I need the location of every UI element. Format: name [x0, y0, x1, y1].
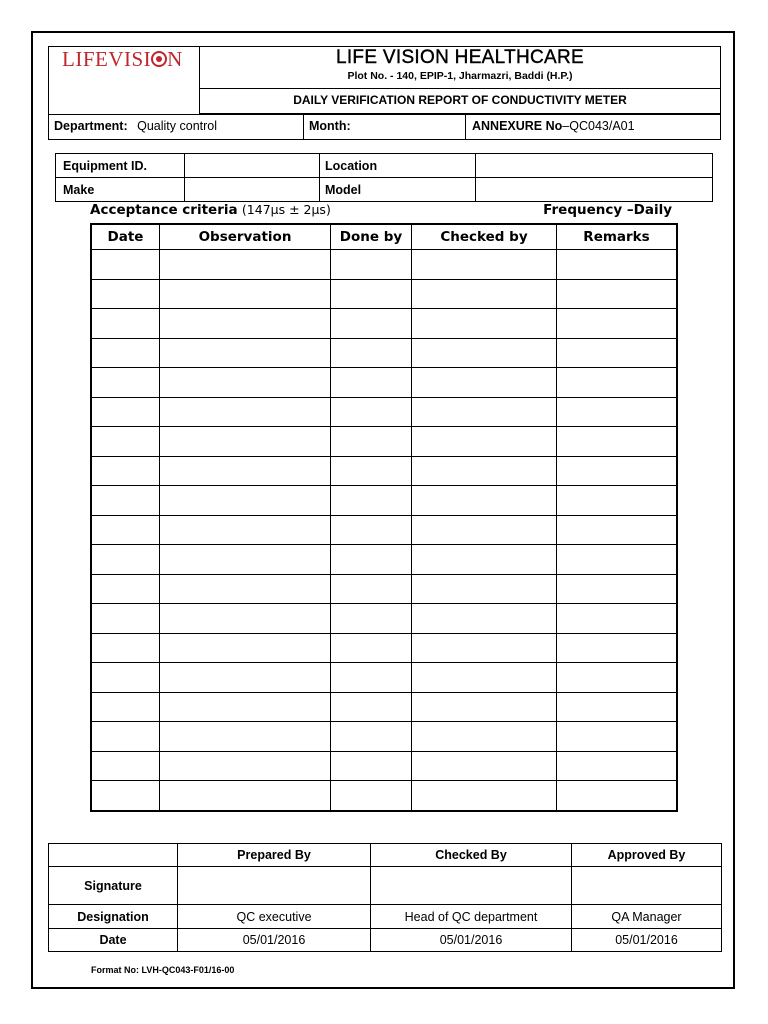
table-row	[91, 427, 677, 457]
table-row	[91, 633, 677, 663]
cell-done-by[interactable]	[331, 545, 412, 575]
equipment-id-label: Equipment ID.	[56, 154, 185, 178]
table-row	[91, 250, 677, 280]
cell-remarks[interactable]	[557, 279, 678, 309]
company-name: LIFE VISION HEALTHCARE	[335, 47, 585, 68]
cell-observation[interactable]	[160, 781, 331, 811]
cell-observation[interactable]	[160, 338, 331, 368]
signature-label: Signature	[49, 867, 178, 905]
table-row	[91, 515, 677, 545]
acceptance-value: (147μs ± 2μs)	[241, 202, 331, 217]
model-label: Model	[320, 178, 476, 202]
cell-checked-by[interactable]	[412, 250, 557, 280]
cell-done-by[interactable]	[331, 397, 412, 427]
cell-date[interactable]	[91, 633, 160, 663]
annexure-label: ANNEXURE No	[472, 119, 563, 133]
table-row	[91, 279, 677, 309]
col-checked-by: Checked by	[412, 224, 557, 250]
info-divider-1	[303, 114, 304, 140]
signoff-table	[48, 843, 722, 952]
col-remarks: Remarks	[557, 224, 678, 250]
department-field	[54, 119, 217, 133]
cell-checked-by[interactable]	[412, 486, 557, 516]
report-title: DAILY VERIFICATION REPORT OF CONDUCTIVITY METER	[293, 93, 627, 107]
company-address: Plot No. - 140, EPIP-1, Jharmazri, Baddi (H.P.)	[347, 70, 573, 82]
signoff-header-row	[49, 844, 722, 867]
cell-done-by[interactable]	[331, 751, 412, 781]
cell-remarks[interactable]	[557, 692, 678, 722]
cell-done-by[interactable]	[331, 427, 412, 457]
cell-remarks[interactable]	[557, 427, 678, 457]
cell-date[interactable]	[91, 751, 160, 781]
cell-remarks[interactable]	[557, 486, 678, 516]
cell-date[interactable]	[91, 604, 160, 634]
cell-date[interactable]	[91, 545, 160, 575]
table-row	[91, 338, 677, 368]
cell-done-by[interactable]	[331, 338, 412, 368]
cell-date[interactable]	[91, 397, 160, 427]
cell-checked-by[interactable]	[412, 545, 557, 575]
logo-eye-icon	[151, 51, 167, 67]
cell-date[interactable]	[91, 692, 160, 722]
date-label: Date	[49, 929, 178, 952]
cell-remarks[interactable]	[557, 250, 678, 280]
cell-date[interactable]	[91, 663, 160, 693]
cell-date[interactable]	[91, 250, 160, 280]
cell-remarks[interactable]	[557, 456, 678, 486]
cell-date[interactable]	[91, 279, 160, 309]
logo-text-life: LIFE	[62, 47, 109, 71]
table-row	[91, 574, 677, 604]
table-row	[91, 722, 677, 752]
cell-checked-by[interactable]	[412, 722, 557, 752]
annexure-value: –QC043/A01	[562, 119, 635, 133]
cell-remarks[interactable]	[557, 574, 678, 604]
approved-date: 05/01/2016	[572, 929, 722, 952]
table-row	[91, 368, 677, 398]
cell-date[interactable]	[91, 427, 160, 457]
table-row	[91, 456, 677, 486]
table-row	[91, 545, 677, 575]
cell-checked-by[interactable]	[412, 309, 557, 339]
prepared-designation: QC executive	[178, 905, 371, 929]
cell-done-by[interactable]	[331, 279, 412, 309]
cell-observation[interactable]	[160, 545, 331, 575]
logo-text-visi: VISI	[108, 47, 152, 71]
prepared-date: 05/01/2016	[178, 929, 371, 952]
cell-observation[interactable]	[160, 486, 331, 516]
cell-observation[interactable]	[160, 692, 331, 722]
company-logo	[62, 47, 183, 73]
make-value[interactable]	[185, 178, 320, 202]
cell-checked-by[interactable]	[412, 781, 557, 811]
cell-remarks[interactable]	[557, 515, 678, 545]
cell-checked-by[interactable]	[412, 515, 557, 545]
cell-date[interactable]	[91, 338, 160, 368]
cell-done-by[interactable]	[331, 368, 412, 398]
cell-remarks[interactable]	[557, 338, 678, 368]
designation-label: Designation	[49, 905, 178, 929]
cell-observation[interactable]	[160, 279, 331, 309]
equipment-id-value[interactable]	[185, 154, 320, 178]
prepared-by-header: Prepared By	[178, 844, 371, 867]
logo-text-n: N	[167, 47, 183, 71]
cell-checked-by[interactable]	[412, 692, 557, 722]
cell-checked-by[interactable]	[412, 574, 557, 604]
cell-observation[interactable]	[160, 397, 331, 427]
prepared-signature[interactable]	[178, 867, 371, 905]
model-value[interactable]	[476, 178, 713, 202]
month-label: Month:	[309, 119, 351, 133]
checked-date: 05/01/2016	[371, 929, 572, 952]
acceptance-label: Acceptance criteria	[90, 202, 238, 218]
cell-observation[interactable]	[160, 456, 331, 486]
cell-remarks[interactable]	[557, 663, 678, 693]
table-row	[91, 604, 677, 634]
cell-done-by[interactable]	[331, 692, 412, 722]
col-observation: Observation	[160, 224, 331, 250]
signoff-corner	[49, 844, 178, 867]
checked-designation: Head of QC department	[371, 905, 572, 929]
cell-date[interactable]	[91, 515, 160, 545]
cell-done-by[interactable]	[331, 604, 412, 634]
cell-checked-by[interactable]	[412, 338, 557, 368]
cell-done-by[interactable]	[331, 722, 412, 752]
cell-remarks[interactable]	[557, 722, 678, 752]
cell-remarks[interactable]	[557, 368, 678, 398]
info-divider-2	[465, 114, 466, 140]
cell-checked-by[interactable]	[412, 279, 557, 309]
cell-checked-by[interactable]	[412, 397, 557, 427]
table-row	[91, 663, 677, 693]
table-row	[91, 751, 677, 781]
location-value[interactable]	[476, 154, 713, 178]
cell-checked-by[interactable]	[412, 456, 557, 486]
cell-date[interactable]	[91, 574, 160, 604]
cell-remarks[interactable]	[557, 397, 678, 427]
cell-done-by[interactable]	[331, 309, 412, 339]
table-row	[91, 692, 677, 722]
cell-checked-by[interactable]	[412, 751, 557, 781]
cell-date[interactable]	[91, 486, 160, 516]
department-label: Department:	[54, 119, 128, 133]
cell-date[interactable]	[91, 456, 160, 486]
verification-log-table	[90, 223, 678, 812]
cell-remarks[interactable]	[557, 545, 678, 575]
department-value: Quality control	[137, 119, 218, 133]
cell-date[interactable]	[91, 309, 160, 339]
approved-designation: QA Manager	[572, 905, 722, 929]
cell-remarks[interactable]	[557, 633, 678, 663]
log-table-header	[91, 224, 677, 250]
cell-observation[interactable]	[160, 250, 331, 280]
make-label: Make	[56, 178, 185, 202]
cell-done-by[interactable]	[331, 515, 412, 545]
cell-date[interactable]	[91, 722, 160, 752]
cell-observation[interactable]	[160, 309, 331, 339]
cell-checked-by[interactable]	[412, 368, 557, 398]
cell-observation[interactable]	[160, 515, 331, 545]
cell-date[interactable]	[91, 368, 160, 398]
cell-date[interactable]	[91, 781, 160, 811]
cell-done-by[interactable]	[331, 456, 412, 486]
log-table-body	[91, 250, 677, 811]
col-date: Date	[91, 224, 160, 250]
cell-remarks[interactable]	[557, 781, 678, 811]
cell-checked-by[interactable]	[412, 427, 557, 457]
equipment-table	[55, 153, 713, 202]
table-row	[91, 486, 677, 516]
cell-done-by[interactable]	[331, 633, 412, 663]
annexure-field	[472, 119, 635, 133]
col-done-by: Done by	[331, 224, 412, 250]
designation-row	[49, 905, 722, 929]
cell-done-by[interactable]	[331, 574, 412, 604]
date-row	[49, 929, 722, 952]
cell-checked-by[interactable]	[412, 633, 557, 663]
acceptance-criteria	[90, 202, 331, 218]
table-row	[91, 309, 677, 339]
cell-observation[interactable]	[160, 751, 331, 781]
table-row	[91, 781, 677, 811]
format-number: Format No: LVH-QC043-F01/16-00	[91, 965, 235, 975]
cell-checked-by[interactable]	[412, 663, 557, 693]
signature-row	[49, 867, 722, 905]
cell-done-by[interactable]	[331, 486, 412, 516]
approved-by-header: Approved By	[572, 844, 722, 867]
cell-observation[interactable]	[160, 722, 331, 752]
checked-signature[interactable]	[371, 867, 572, 905]
table-row	[91, 397, 677, 427]
cell-remarks[interactable]	[557, 751, 678, 781]
location-label: Location	[320, 154, 476, 178]
cell-observation[interactable]	[160, 574, 331, 604]
cell-observation[interactable]	[160, 633, 331, 663]
cell-observation[interactable]	[160, 604, 331, 634]
cell-checked-by[interactable]	[412, 604, 557, 634]
frequency-label: Frequency –Daily	[543, 202, 672, 218]
cell-done-by[interactable]	[331, 781, 412, 811]
cell-done-by[interactable]	[331, 663, 412, 693]
cell-done-by[interactable]	[331, 250, 412, 280]
cell-remarks[interactable]	[557, 604, 678, 634]
approved-signature[interactable]	[572, 867, 722, 905]
cell-observation[interactable]	[160, 427, 331, 457]
checked-by-header: Checked By	[371, 844, 572, 867]
cell-remarks[interactable]	[557, 309, 678, 339]
cell-observation[interactable]	[160, 368, 331, 398]
cell-observation[interactable]	[160, 663, 331, 693]
